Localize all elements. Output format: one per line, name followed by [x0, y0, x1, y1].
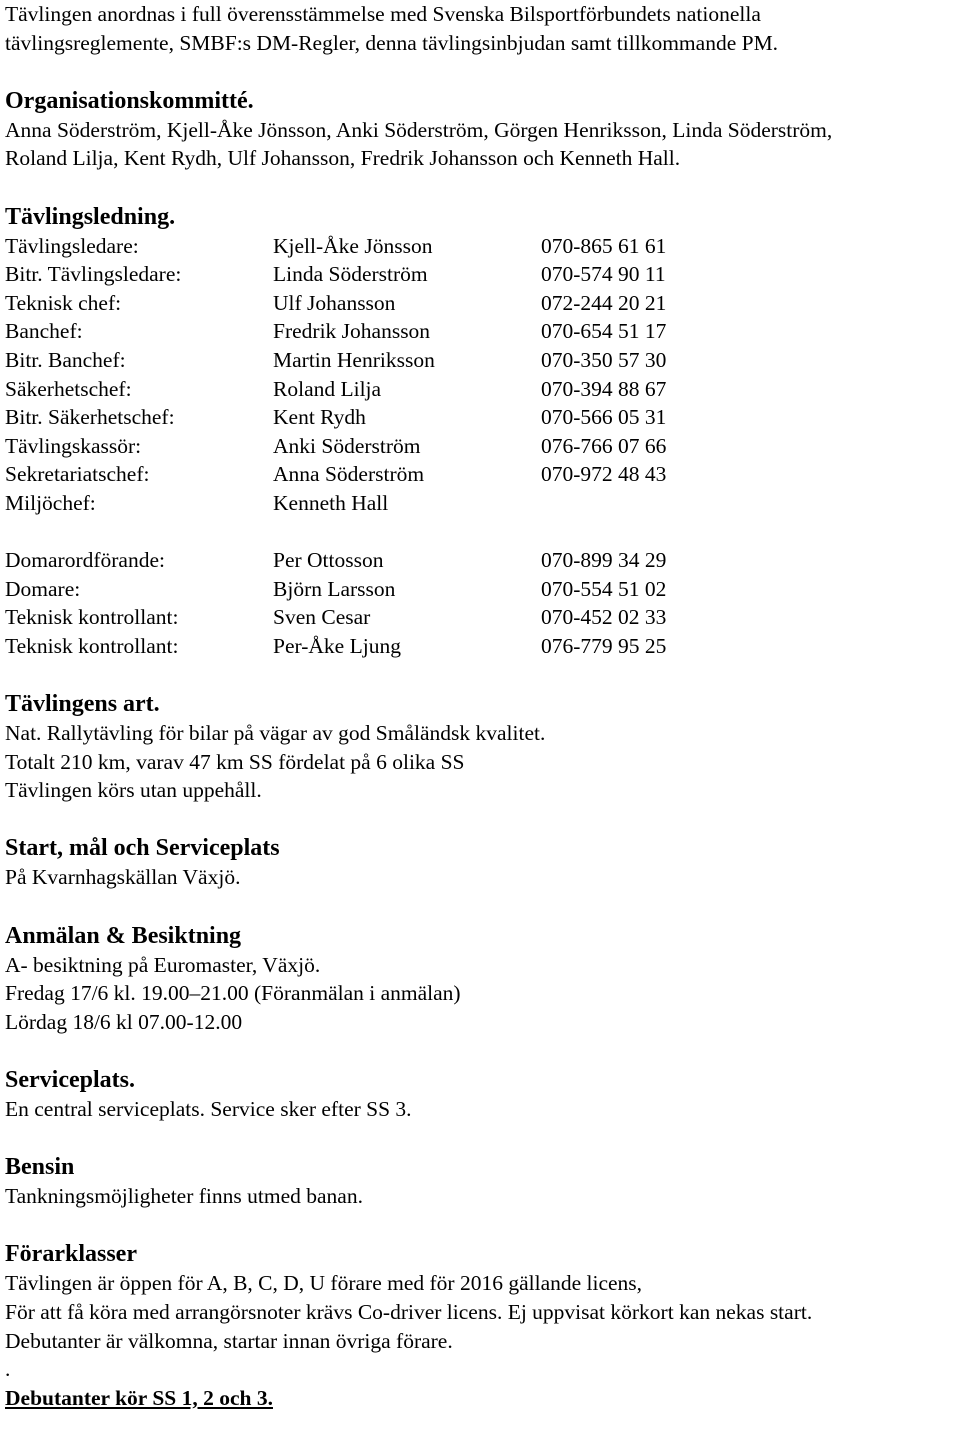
staff-role: Bitr. Tävlingsledare:	[5, 262, 182, 287]
service-line: En central serviceplats. Service sker efter SS 3.	[5, 1097, 412, 1121]
staff-phone: 076-766 07 66	[541, 433, 667, 458]
bensin-heading: Bensin	[5, 1154, 75, 1181]
staff-phone: 070-350 57 30	[541, 347, 667, 372]
start-heading: Start, mål och Serviceplats	[5, 835, 280, 862]
staff-name: Linda Söderström	[273, 262, 428, 287]
staff-role: Bitr. Säkerhetschef:	[5, 405, 175, 430]
staff-role: Sekretariatschef:	[5, 462, 150, 487]
staff-row	[5, 432, 955, 461]
forarklasser-line: Debutanter är välkomna, startar innan övriga förare.	[5, 1328, 453, 1353]
staff-phone: 070-566 05 31	[541, 405, 667, 430]
staff-role: Bitr. Banchef:	[5, 347, 126, 372]
staff-name: Anna Söderström	[273, 462, 425, 487]
intro-line: tävlingsreglemente, SMBF:s DM-Regler, denna tävlingsinbjudan samt tillkommande PM.	[5, 30, 779, 55]
staff-name: Kent Rydh	[273, 405, 366, 430]
staff-name: Fredrik Johansson	[273, 319, 431, 344]
staff-name: Kjell-Åke Jönsson	[273, 233, 433, 258]
staff-role: Tävlingsledare:	[5, 233, 139, 258]
staff-role: Miljöchef:	[5, 490, 96, 515]
official-row	[5, 603, 955, 632]
official-row	[5, 632, 955, 661]
spacer	[5, 1036, 955, 1065]
forarklasser-line: För att få köra med arrangörsnoter krävs Co-driver licens. Ej uppvisat körkort kan nekas start.	[5, 1299, 813, 1324]
organisation-heading: Organisationskommitté.	[5, 87, 254, 114]
ledning-heading: Tävlingsledning.	[5, 203, 176, 230]
official-name: Sven Cesar	[273, 605, 371, 630]
anmalan-line: Fredag 17/6 kl. 19.00–21.00 (Föranmälan i anmälan)	[5, 981, 461, 1006]
organisation-line: Roland Lilja, Kent Rydh, Ulf Johansson, Fredrik Johansson och Kenneth Hall.	[5, 146, 681, 171]
official-row	[5, 546, 955, 575]
staff-role: Tävlingskassör:	[5, 433, 142, 458]
official-role: Teknisk kontrollant:	[5, 605, 179, 630]
official-role: Domarordförande:	[5, 548, 165, 573]
official-name: Björn Larsson	[273, 576, 396, 601]
official-name: Per-Åke Ljung	[273, 633, 401, 658]
staff-phone: 070-865 61 61	[541, 233, 667, 258]
staff-role: Teknisk chef:	[5, 290, 122, 315]
staff-name: Ulf Johansson	[273, 290, 396, 315]
official-role: Domare:	[5, 576, 81, 601]
forarklasser-line: Tävlingen är öppen för A, B, C, D, U förare med för 2016 gällande licens,	[5, 1271, 643, 1296]
service-heading: Serviceplats.	[5, 1067, 135, 1093]
staff-row	[5, 289, 955, 318]
staff-phone: 070-654 51 17	[541, 319, 667, 344]
spacer	[5, 518, 955, 547]
staff-name: Martin Henriksson	[273, 347, 435, 372]
official-name: Per Ottosson	[273, 548, 384, 573]
anmalan-line: Lördag 18/6 kl 07.00-12.00	[5, 1009, 243, 1034]
art-line: Nat. Rallytävling för bilar på vägar av god Småländsk kvalitet.	[5, 721, 546, 746]
staff-row	[5, 403, 955, 432]
staff-row	[5, 346, 955, 375]
organisation-line: Anna Söderström, Kjell-Åke Jönsson, Anki Söderström, Görgen Henriksson, Linda Söderström,	[5, 117, 833, 142]
spacer	[5, 805, 955, 834]
anmalan-line: A- besiktning på Euromaster, Växjö.	[5, 952, 321, 977]
anmalan-heading: Anmälan & Besiktning	[5, 922, 242, 949]
official-phone: 070-452 02 33	[541, 605, 667, 630]
forarklasser-line: .	[5, 1357, 11, 1382]
staff-name: Anki Söderström	[273, 433, 421, 458]
document-page	[5, 0, 955, 1412]
staff-phone: 070-394 88 67	[541, 376, 667, 401]
staff-row	[5, 260, 955, 289]
spacer	[5, 57, 955, 86]
staff-phone: 070-574 90 11	[541, 262, 666, 287]
official-role: Teknisk kontrollant:	[5, 633, 179, 658]
spacer	[5, 173, 955, 202]
official-row	[5, 575, 955, 604]
intro-line: Tävlingen anordnas i full överensstämmelse med Svenska Bilsportförbundets nationella	[5, 2, 761, 26]
staff-row	[5, 375, 955, 404]
staff-role: Banchef:	[5, 319, 83, 344]
forarklasser-heading: Förarklasser	[5, 1241, 137, 1268]
staff-row	[5, 460, 955, 489]
spacer	[5, 892, 955, 921]
staff-name: Kenneth Hall	[273, 490, 389, 515]
spacer	[5, 1124, 955, 1153]
staff-role: Säkerhetschef:	[5, 376, 132, 401]
debutant-note: Debutanter kör SS 1, 2 och 3.	[5, 1385, 273, 1410]
staff-name: Roland Lilja	[273, 376, 382, 401]
art-line: Tävlingen körs utan uppehåll.	[5, 778, 262, 803]
art-line: Totalt 210 km, varav 47 km SS fördelat på 6 olika SS	[5, 749, 465, 774]
staff-row	[5, 232, 955, 261]
start-line: På Kvarnhagskällan Växjö.	[5, 865, 241, 890]
spacer	[5, 1211, 955, 1240]
art-heading: Tävlingens art.	[5, 691, 160, 718]
official-phone: 070-899 34 29	[541, 548, 667, 573]
official-phone: 076-779 95 25	[541, 633, 667, 658]
staff-phone: 070-972 48 43	[541, 462, 667, 487]
bensin-line: Tankningsmöjligheter finns utmed banan.	[5, 1184, 363, 1209]
staff-phone: 072-244 20 21	[541, 290, 667, 315]
staff-row	[5, 317, 955, 346]
official-phone: 070-554 51 02	[541, 576, 667, 601]
staff-table	[5, 232, 955, 661]
staff-row	[5, 489, 955, 518]
spacer	[5, 660, 955, 689]
